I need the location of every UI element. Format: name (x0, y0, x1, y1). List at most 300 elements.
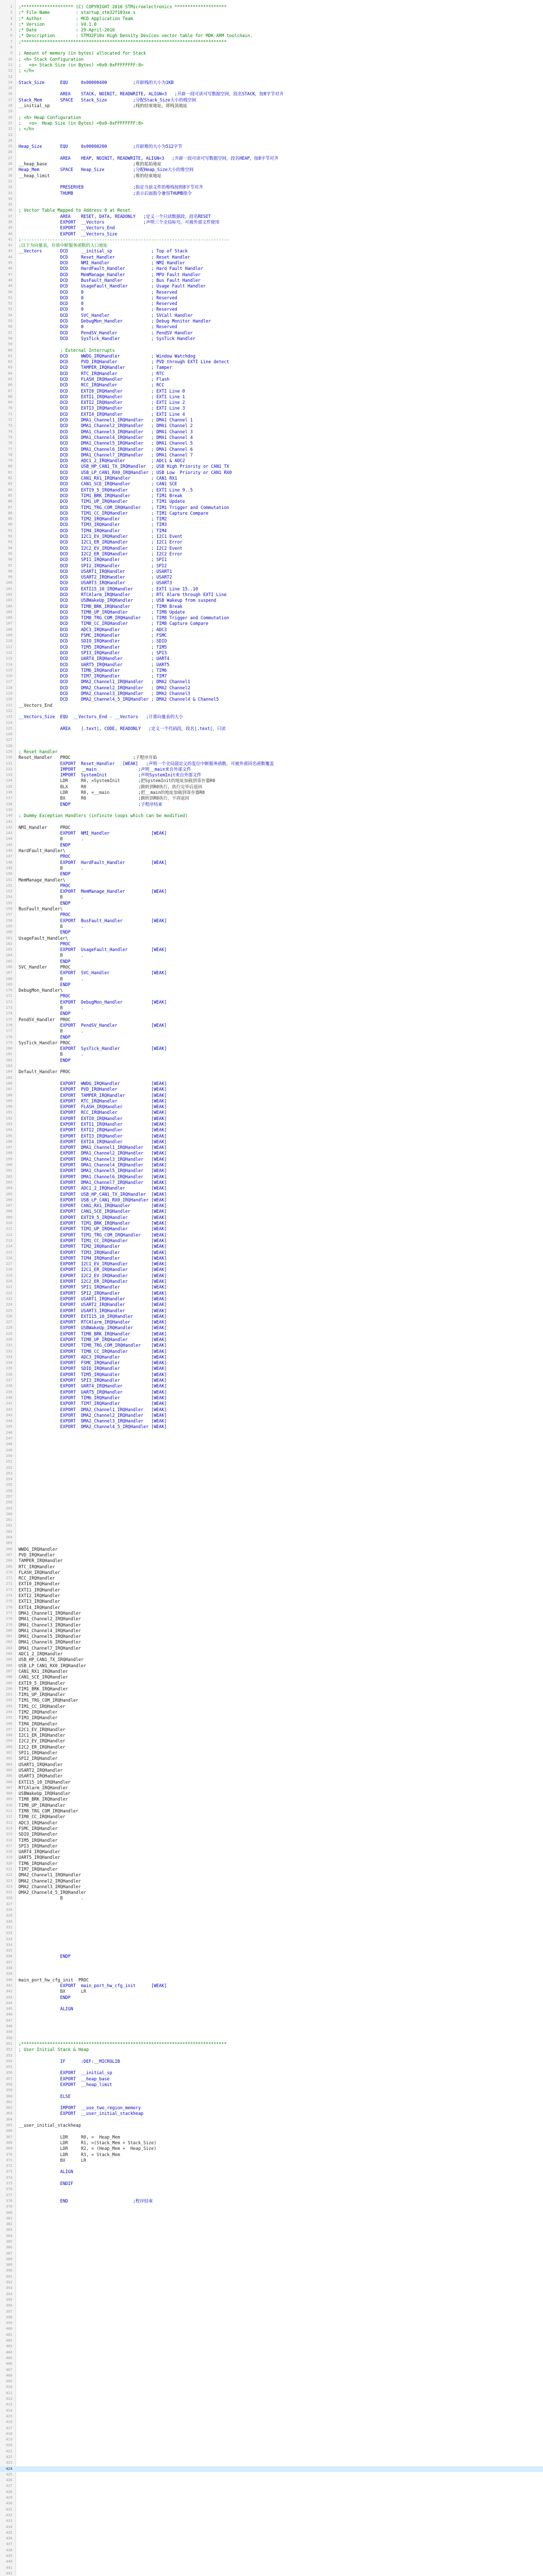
code-line[interactable] (0, 2384, 543, 2390)
code-line[interactable] (0, 615, 543, 621)
code-line[interactable] (0, 2181, 543, 2187)
code-line[interactable] (0, 1867, 543, 1872)
code-line[interactable] (0, 1960, 543, 1965)
code-line[interactable] (0, 45, 543, 50)
code-line[interactable] (0, 115, 543, 121)
code-line[interactable] (0, 586, 543, 592)
code-line[interactable] (0, 854, 543, 859)
code-line[interactable] (0, 1512, 543, 1517)
code-line[interactable] (0, 1250, 543, 1256)
code-line[interactable] (0, 755, 543, 760)
code-line[interactable] (0, 1093, 543, 1098)
code-line[interactable] (0, 1017, 543, 1023)
code-line[interactable] (0, 1238, 543, 1244)
code-line[interactable] (0, 767, 543, 772)
code-line[interactable] (0, 1436, 543, 1442)
code-line[interactable] (0, 964, 543, 970)
code-line[interactable] (0, 1023, 543, 1028)
code-line[interactable] (0, 1639, 543, 1645)
code-line[interactable] (0, 2443, 543, 2448)
code-line[interactable] (0, 307, 543, 312)
code-line[interactable] (0, 202, 543, 208)
code-line[interactable] (0, 1185, 543, 1191)
code-line[interactable] (0, 1273, 543, 1279)
code-line[interactable] (0, 511, 543, 516)
code-line[interactable] (0, 1890, 543, 1895)
code-line[interactable] (0, 1738, 543, 1744)
code-line[interactable] (0, 2268, 543, 2274)
code-line[interactable] (0, 2070, 543, 2076)
code-line[interactable] (0, 2262, 543, 2268)
code-line[interactable] (0, 1622, 543, 1628)
code-line[interactable] (0, 1861, 543, 1867)
code-line[interactable] (0, 290, 543, 295)
code-line[interactable] (0, 1756, 543, 1761)
code-line[interactable] (0, 1203, 543, 1209)
code-line[interactable] (0, 516, 543, 522)
code-line[interactable] (0, 2198, 543, 2204)
code-line[interactable] (0, 1448, 543, 1453)
code-line[interactable] (0, 563, 543, 569)
code-line[interactable] (0, 464, 543, 469)
code-line[interactable] (0, 1547, 543, 1552)
code-line[interactable] (0, 2036, 543, 2041)
code-line[interactable] (0, 2373, 543, 2379)
code-line[interactable] (0, 522, 543, 528)
code-line[interactable] (0, 1780, 543, 1785)
code-line[interactable] (0, 1681, 543, 1686)
code-line[interactable] (0, 1267, 543, 1273)
code-line[interactable] (0, 1232, 543, 1238)
code-line[interactable] (0, 901, 543, 906)
code-line[interactable] (0, 1337, 543, 1343)
code-line[interactable] (0, 39, 543, 45)
code-line[interactable] (0, 33, 543, 39)
code-line[interactable] (0, 109, 543, 114)
code-line[interactable] (0, 970, 543, 976)
code-line[interactable] (0, 1174, 543, 1180)
code-line[interactable] (0, 458, 543, 464)
code-line[interactable] (0, 2193, 543, 2198)
code-line[interactable] (0, 1651, 543, 1657)
code-line[interactable] (0, 400, 543, 405)
code-line[interactable] (0, 1500, 543, 1505)
code-line[interactable] (0, 993, 543, 999)
code-line[interactable] (0, 2501, 543, 2506)
code-line[interactable] (0, 248, 543, 254)
code-line[interactable] (0, 2059, 543, 2064)
code-line[interactable] (0, 1820, 543, 1826)
code-line[interactable] (0, 2239, 543, 2245)
code-line[interactable] (0, 557, 543, 563)
code-line[interactable] (0, 679, 543, 685)
code-line[interactable] (0, 1581, 543, 1587)
code-line[interactable] (0, 1948, 543, 1954)
code-line[interactable] (0, 1814, 543, 1820)
code-line[interactable] (0, 778, 543, 784)
code-line[interactable] (0, 27, 543, 33)
code-line[interactable] (0, 97, 543, 103)
code-line[interactable] (0, 470, 543, 476)
code-line[interactable] (0, 1075, 543, 1081)
code-line[interactable] (0, 1378, 543, 1383)
code-line[interactable] (0, 2571, 543, 2576)
code-line[interactable] (0, 1593, 543, 1599)
code-line[interactable] (0, 1308, 543, 1314)
code-line[interactable] (0, 802, 543, 807)
code-line[interactable] (0, 1046, 543, 1052)
code-line[interactable] (0, 959, 543, 964)
code-line[interactable] (0, 1995, 543, 2001)
code-line[interactable] (0, 429, 543, 435)
code-line[interactable] (0, 1930, 543, 1936)
code-line[interactable] (0, 1314, 543, 1319)
code-line[interactable] (0, 2541, 543, 2547)
code-line[interactable] (0, 1401, 543, 1406)
code-line[interactable] (0, 784, 543, 790)
code-line[interactable] (0, 2222, 543, 2227)
code-line[interactable] (0, 1942, 543, 1948)
code-line[interactable] (0, 1395, 543, 1401)
code-line[interactable] (0, 1965, 543, 1971)
code-line[interactable] (0, 1575, 543, 1581)
code-line[interactable] (0, 1145, 543, 1150)
code-line[interactable] (0, 1407, 543, 1413)
code-line[interactable] (0, 1913, 543, 1919)
code-line[interactable] (0, 691, 543, 697)
code-line[interactable] (0, 645, 543, 650)
code-line[interactable] (0, 487, 543, 493)
code-line[interactable] (0, 2344, 543, 2349)
code-line[interactable] (0, 318, 543, 324)
code-line[interactable] (0, 807, 543, 813)
code-line[interactable] (0, 359, 543, 365)
code-line[interactable] (0, 2251, 543, 2257)
code-line[interactable] (0, 1477, 543, 1482)
code-line[interactable] (0, 1558, 543, 1564)
code-line[interactable] (0, 1413, 543, 1418)
code-line[interactable] (0, 1284, 543, 1290)
code-line[interactable] (0, 924, 543, 929)
code-line[interactable] (0, 592, 543, 598)
code-line[interactable] (0, 255, 543, 260)
code-line[interactable] (0, 1529, 543, 1535)
code-line[interactable] (0, 505, 543, 511)
code-line[interactable] (0, 196, 543, 202)
code-line[interactable] (0, 272, 543, 278)
code-line[interactable] (0, 1744, 543, 1750)
code-line[interactable] (0, 1657, 543, 1663)
code-line[interactable] (0, 144, 543, 149)
code-line[interactable] (0, 2012, 543, 2018)
code-line[interactable] (0, 1256, 543, 1261)
code-line[interactable] (0, 2536, 543, 2541)
code-line[interactable] (0, 877, 543, 883)
code-line[interactable] (0, 126, 543, 132)
code-line[interactable] (0, 2163, 543, 2169)
code-line[interactable] (0, 580, 543, 586)
code-line[interactable] (0, 929, 543, 935)
code-line[interactable] (0, 1634, 543, 1639)
code-line[interactable] (0, 825, 543, 831)
code-line[interactable] (0, 668, 543, 673)
code-line[interactable] (0, 836, 543, 842)
code-line[interactable] (0, 440, 543, 446)
code-line[interactable] (0, 499, 543, 504)
code-line[interactable] (0, 1605, 543, 1611)
code-line[interactable] (0, 1803, 543, 1808)
code-line[interactable] (0, 569, 543, 574)
code-line[interactable] (0, 1977, 543, 1983)
code-line[interactable] (0, 2105, 543, 2111)
code-line[interactable] (0, 2292, 543, 2297)
code-line[interactable] (0, 1005, 543, 1011)
code-line[interactable] (0, 68, 543, 74)
code-line[interactable] (0, 842, 543, 848)
code-line[interactable] (0, 2315, 543, 2320)
code-line[interactable] (0, 790, 543, 795)
code-line[interactable] (0, 103, 543, 109)
code-line[interactable] (0, 2117, 543, 2123)
code-line[interactable] (0, 1482, 543, 1488)
code-line[interactable] (0, 377, 543, 382)
code-line[interactable] (0, 1506, 543, 1512)
code-line[interactable] (0, 574, 543, 580)
code-line[interactable] (0, 173, 543, 179)
code-line[interactable] (0, 2478, 543, 2483)
code-line[interactable] (0, 2414, 543, 2419)
code-line[interactable] (0, 871, 543, 877)
code-line[interactable] (0, 1442, 543, 1447)
code-line[interactable] (0, 388, 543, 394)
code-line[interactable] (0, 650, 543, 656)
code-line[interactable] (0, 2204, 543, 2210)
code-line[interactable] (0, 1523, 543, 1529)
code-line[interactable] (0, 539, 543, 545)
code-line[interactable] (0, 2548, 543, 2553)
code-line[interactable] (0, 1494, 543, 1500)
code-line[interactable] (0, 1261, 543, 1267)
code-line[interactable] (0, 743, 543, 749)
code-line[interactable] (0, 10, 543, 15)
code-line[interactable] (0, 1872, 543, 1878)
code-line[interactable] (0, 2210, 543, 2216)
code-line[interactable] (0, 161, 543, 167)
code-line[interactable] (0, 703, 543, 708)
code-line[interactable] (0, 156, 543, 161)
code-line[interactable] (0, 1669, 543, 1674)
code-line[interactable] (0, 1989, 543, 1994)
code-line[interactable] (0, 1564, 543, 1570)
code-line[interactable] (0, 2128, 543, 2134)
code-line[interactable] (0, 1907, 543, 1913)
code-line[interactable] (0, 22, 543, 27)
code-line[interactable] (0, 999, 543, 1005)
code-line[interactable] (0, 1157, 543, 1162)
code-line[interactable] (0, 936, 543, 941)
code-line[interactable] (0, 2018, 543, 2024)
code-line[interactable] (0, 219, 543, 225)
code-line[interactable] (0, 714, 543, 720)
code-line[interactable] (0, 50, 543, 56)
code-line[interactable] (0, 1360, 543, 1366)
code-line[interactable] (0, 1599, 543, 1604)
code-line[interactable] (0, 342, 543, 347)
code-line[interactable] (0, 278, 543, 283)
code-line[interactable] (0, 1826, 543, 1832)
code-line[interactable] (0, 2233, 543, 2239)
code-line[interactable] (0, 2076, 543, 2082)
code-line[interactable] (0, 348, 543, 353)
code-line[interactable] (0, 1221, 543, 1226)
code-line[interactable] (0, 2140, 543, 2146)
code-line[interactable] (0, 2245, 543, 2250)
code-line[interactable] (0, 2006, 543, 2012)
code-line[interactable] (0, 2483, 543, 2489)
code-line[interactable] (0, 493, 543, 499)
code-line[interactable] (0, 1884, 543, 1890)
code-line[interactable] (0, 2396, 543, 2402)
code-line[interactable] (0, 1279, 543, 1284)
code-line[interactable] (0, 1843, 543, 1849)
code-line[interactable] (0, 883, 543, 889)
code-line[interactable] (0, 1162, 543, 1168)
code-line[interactable] (0, 1040, 543, 1046)
code-line[interactable] (0, 906, 543, 912)
code-line[interactable] (0, 2518, 543, 2524)
code-line[interactable] (0, 2099, 543, 2105)
code-line[interactable] (0, 2489, 543, 2495)
code-line[interactable] (0, 1372, 543, 1378)
code-line[interactable] (0, 2367, 543, 2373)
code-line[interactable] (0, 1098, 543, 1104)
code-line[interactable] (0, 604, 543, 609)
code-line[interactable] (0, 2152, 543, 2158)
code-line[interactable] (0, 1180, 543, 1185)
code-line[interactable] (0, 1116, 543, 1122)
code-line[interactable] (0, 2047, 543, 2053)
code-line[interactable] (0, 2495, 543, 2501)
code-line[interactable] (0, 2280, 543, 2285)
code-line[interactable] (0, 283, 543, 289)
code-line[interactable] (0, 4, 543, 10)
code-line[interactable] (0, 1354, 543, 1360)
code-line[interactable] (0, 1517, 543, 1523)
code-line[interactable] (0, 1925, 543, 1930)
code-line[interactable] (0, 918, 543, 924)
code-line[interactable] (0, 2297, 543, 2303)
code-line[interactable] (0, 1646, 543, 1651)
code-line[interactable] (0, 132, 543, 138)
code-line[interactable] (0, 2454, 543, 2460)
code-line[interactable] (0, 1349, 543, 1354)
code-line[interactable] (0, 1983, 543, 1989)
code-line[interactable] (0, 726, 543, 732)
code-line[interactable] (0, 1750, 543, 1756)
code-line[interactable] (0, 1209, 543, 1214)
code-line[interactable] (0, 2460, 543, 2466)
code-line[interactable] (0, 452, 543, 458)
code-line[interactable] (0, 1296, 543, 1302)
code-line[interactable] (0, 551, 543, 557)
code-line[interactable] (0, 795, 543, 801)
code-line[interactable] (0, 1785, 543, 1791)
code-line[interactable] (0, 2466, 543, 2472)
code-line[interactable] (0, 1133, 543, 1139)
code-line[interactable] (0, 1291, 543, 1296)
code-line[interactable] (0, 988, 543, 993)
code-line[interactable] (0, 866, 543, 871)
code-line[interactable] (0, 1127, 543, 1133)
code-line[interactable] (0, 2158, 543, 2163)
code-line[interactable] (0, 121, 543, 126)
code-line[interactable] (0, 2024, 543, 2029)
code-line[interactable] (0, 1762, 543, 1768)
code-line[interactable] (0, 941, 543, 947)
code-line[interactable] (0, 353, 543, 359)
code-line[interactable] (0, 2111, 543, 2116)
code-line[interactable] (0, 1471, 543, 1477)
code-line[interactable] (0, 2094, 543, 2099)
code-line[interactable] (0, 953, 543, 958)
code-line[interactable] (0, 761, 543, 767)
code-line[interactable] (0, 2565, 543, 2571)
code-line[interactable] (0, 423, 543, 429)
code-line[interactable] (0, 1587, 543, 1593)
code-line[interactable] (0, 1028, 543, 1034)
code-line[interactable] (0, 237, 543, 243)
code-line[interactable] (0, 2408, 543, 2414)
code-line[interactable] (0, 662, 543, 668)
code-line[interactable] (0, 394, 543, 400)
code-line[interactable] (0, 1069, 543, 1075)
code-line[interactable] (0, 528, 543, 534)
code-line[interactable] (0, 1791, 543, 1797)
code-line[interactable] (0, 2553, 543, 2559)
code-line[interactable] (0, 976, 543, 982)
code-line[interactable] (0, 2001, 543, 2006)
code-line[interactable] (0, 860, 543, 866)
code-line[interactable] (0, 1721, 543, 1727)
code-line[interactable] (0, 191, 543, 196)
code-line[interactable] (0, 732, 543, 737)
code-line[interactable] (0, 2355, 543, 2361)
code-line[interactable] (0, 1110, 543, 1115)
code-line[interactable] (0, 1168, 543, 1174)
code-line[interactable] (0, 2216, 543, 2222)
code-line[interactable] (0, 1459, 543, 1465)
code-line[interactable] (0, 894, 543, 900)
code-line[interactable] (0, 225, 543, 231)
code-line[interactable] (0, 772, 543, 778)
code-line[interactable] (0, 656, 543, 662)
code-line[interactable] (0, 1674, 543, 1680)
code-line[interactable] (0, 2507, 543, 2513)
code-line[interactable] (0, 1704, 543, 1709)
code-line[interactable] (0, 633, 543, 638)
code-line[interactable] (0, 2326, 543, 2332)
code-line[interactable] (0, 2227, 543, 2233)
code-line[interactable] (0, 2169, 543, 2175)
code-line[interactable] (0, 2379, 543, 2384)
code-line[interactable] (0, 1715, 543, 1721)
code-line[interactable] (0, 1768, 543, 1773)
code-line[interactable] (0, 912, 543, 918)
code-line[interactable] (0, 1104, 543, 1110)
code-line[interactable] (0, 1709, 543, 1715)
code-line[interactable] (0, 149, 543, 155)
code-line[interactable] (0, 2257, 543, 2262)
